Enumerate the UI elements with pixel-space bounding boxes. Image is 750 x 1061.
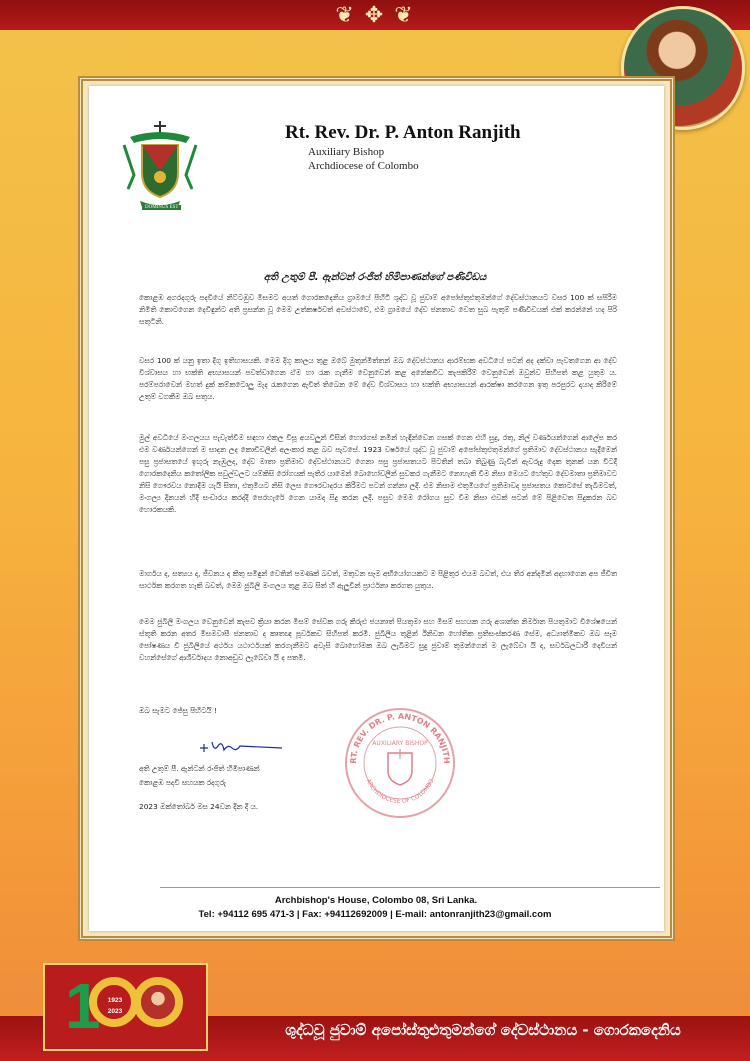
signature-icon [196, 736, 286, 758]
signatory-name: අති උතුම් පී. ඇන්ටන් රංජිත් හිමිපාණන් [139, 764, 260, 773]
seal-top-text: RT. REV. DR. P. ANTON RANJITH [348, 711, 452, 764]
footer-divider [160, 887, 660, 888]
centenary-numeral-icon: 1 [65, 970, 101, 1042]
footer-contact: Tel: +94112 695 471-3 | Fax: +94112692009 | E-mail: antonranjith23@gmail.com [198, 909, 552, 920]
footer-address: Archbishop's House, Colombo 08, Sri Lanka. [274, 895, 478, 906]
letter-date: 2023 ඔක්තෝබර් මස 24වන දින දී ය. [139, 802, 259, 811]
signatory-title: කොළඹ පදවි සහයක රදගුරු [139, 778, 226, 787]
church-name-banner: ශුද්ධවූ ජුවාම් අපෝස්තුළුතුමන්ගේ දේවස්ථානය - ගොරකදෙනිය [285, 1021, 681, 1039]
bishop-title: Auxiliary Bishop [308, 146, 385, 158]
seal-middle-text: AUXILIARY BISHOP [372, 740, 428, 747]
seal-bottom-text: ARCHDIOCESE OF COLOMBO [364, 777, 436, 806]
svg-text:ARCHDIOCESE OF COLOMBO [365, 778, 436, 805]
ornament-icon: ❦ ✥ ❦ [335, 2, 415, 28]
letter-title: අති උතුම් පී. ඇන්ටන් රංජිත් හිමිපාණන්ගේ පණිවිඩය [263, 272, 487, 283]
centenary-years [95, 995, 135, 1017]
official-seal-icon [342, 705, 458, 821]
letter-paragraph: කොළඹ අගරදගුරු පදවියේ නිට්ටඹුව මීසමට අයත් ගොරකදෙනිය ග්‍රාමයේ පිහිටි ශුද්ධ වූ ජුවාම් අපෝස්තුළුතුමන්ගේ දේවස්ථානයට වසර 100 ක් සපිරීම නිමිති කොටගෙන දෙවිඳුන්ට අති ප්‍රසන්න වූ මෙම උත්කර්ෂවත් අවස්ථාවේ, එම ග්‍රාමයේ දේව ජනතාව වෙත සුබ පැතුම් පණිවිඩයක් එක් කරන්නේ හද පිරි සතුටිනි. [139, 293, 617, 326]
letter-paragraph: මාර්ගය ද, සත්‍යය ද, ජීවනය ද කිතු සමිඳුන් වෙතින් පමණක් බවත්, මතුවන සෑම අභියෝගයකට ම පිළිතුර එයම බවත්, එය තිර අන්දමින් අදහාගෙන අප ජීවිත සාර්ථක කරගත හැකි බවත්, මෙම ජුබිලි මංගලය තුළ ඔබ සිත් හි ඇලුවීන් ප්‍රාර්ථනා කරගත යුතුය. [139, 569, 617, 590]
letter-paragraph: මුල් අවධියේ මංගලයය පැවැත්වීම සඳහා එකල විසූ අයවලුන් විසින් හොරගස් නමින් හැඳින්වෙන ගසක් ගෙන එහි සුදු, රතු, නිල් වර්ණයන්ගෙන් ආලේප කර එම වර්ණයන්ගෙන් ම සාදන ලද කොඩිවලින් අලංකාර කළ බව පැවසේ. 1923 වර්ෂයේ ශුද්ධ වූ ජුවාම් අපෝස්තුළුතුමන්ගේ ප්‍රතිමාව දේවස්ථානය සැදීමෙන් පසු ප්‍රජාසතයේ ඉඟුරු නැඹුලද, දේව මාතා ප්‍රතිමාව දේවස්ථානයට ගෙනා පසු ප්‍රජාසතයට පිටතින් තබා තිබුණු බැවින් ඇවරුදු දෙක තුනක් යන විටදී ගොරකදෙනිය කතෝලික පවුල්වලට යම්කිසි රෝගයක් පැතිර යාමෙන් බොහෝවලින් සුවකර ගැනීමට නොහැකි වීම නිසා මෙයට හේතුව දේවමාතා ප්‍රතිමාවට නිසි ගෞරවය නොදීම යැයි සිතා, එතුමියට නිසි ලෙස ගෞරවාදරය කිරීමට පටන් ගන්නා ලදි. එම නිසාම එතුමියගේ ප්‍රතිමාවද ප්‍රජාසතය කොටසේ තැබීමටත්, මංගල්‍ය දිනයන් හිදී සංචාරය කරද්දී පෙරහැරේ ගෙන යාමද සිදු කරන ලදී. පසුව මෙම රෝගය සුව වීම නිසා එවක් පටන් මේ පිළිවෙත සිදුකරන බව හොරකයකි. [139, 433, 617, 514]
closing-blessing: ඔබ සැමට ජේසු පිහිටයි ! [139, 706, 217, 715]
bishop-name: Rt. Rev. Dr. P. Anton Ranjith [285, 122, 521, 143]
centenary-logo [43, 963, 208, 1051]
coat-of-arms-icon [110, 115, 210, 215]
crest-motto: DOMINUS EST [142, 205, 181, 210]
letter-paragraph: මෙම ජුබිලි මංගලය වෙනුවෙන් කැපව ක්‍රියා කරන මීසම් සේවක ගරු කිරුළු ජයනාත් පියතුමා සහ මීසම් සහයක ගරු අශාන්ත නිර්මාන පියතුමාට විශේෂයෙන් ස්තූති කරන අතර මීසමවාසී ජනතාව ද කෘතඥ පූර්වකව සිහිපත් කරමි. ජුබිලිය තුළින් ඊනිවන හෝතික ප්‍රතිසංස්කරණ සේම, අධ්‍යාත්මිකව ඔබ සෑම පෝෂණය වී ජුබිලියේ අර්ථය යථාර්ථයක් කරගැනීමට අවැසි බොහෝමක ඔබ ලැබීමට සුදු ජුවාම් තුමන්ගෙන් ම ලැබේවා යි ද, සර්වබලධාරී දෙවියන් වහන්සේගේ ආශීර්වාදය නොඅඩුව ලැබේවා යි ද පතමි. [139, 617, 617, 662]
letter-paragraph: වසර 100 ක් යනු ඉතා දිගු ඉතිහාසයකි. මෙම දිගු කාලය තුළ ඔබේ මුතුන්මිත්තන් ඔබ දේවස්ථානය ආරම්භක අවධියේ පටන් අද දක්වා පැවතගෙන ආ දේව විශ්වාසය හා භක්ති අභ්‍යාසයන් පවත්වාගෙන ඒම හා රැක ගැනීම වෙනුවෙන් කළ අනේකවිධ කැපකිරීම් වෙනුවෙන් ඔවුන්ව සිහිපත් කළ යුතුම ය. පරම්පරාවෙන් මහත් දුක් කම්කටොලු මැද රැකගෙන ඇවිත් තිබෙන මේ දේව විශ්වාසය හා භක්ති අභ්‍යාසයන් ආරක්ෂා කරගෙන ඉතු පරපුරට දායාද කිරීමේ උතුම් වගකීම ඔබ සතුය. [139, 356, 617, 401]
centenary-saint-icon [141, 985, 175, 1019]
centenary-end-year: 2023 [107, 1008, 123, 1015]
centenary-start-year: 1923 [107, 997, 123, 1004]
archdiocese-name: Archdiocese of Colombo [308, 160, 419, 172]
